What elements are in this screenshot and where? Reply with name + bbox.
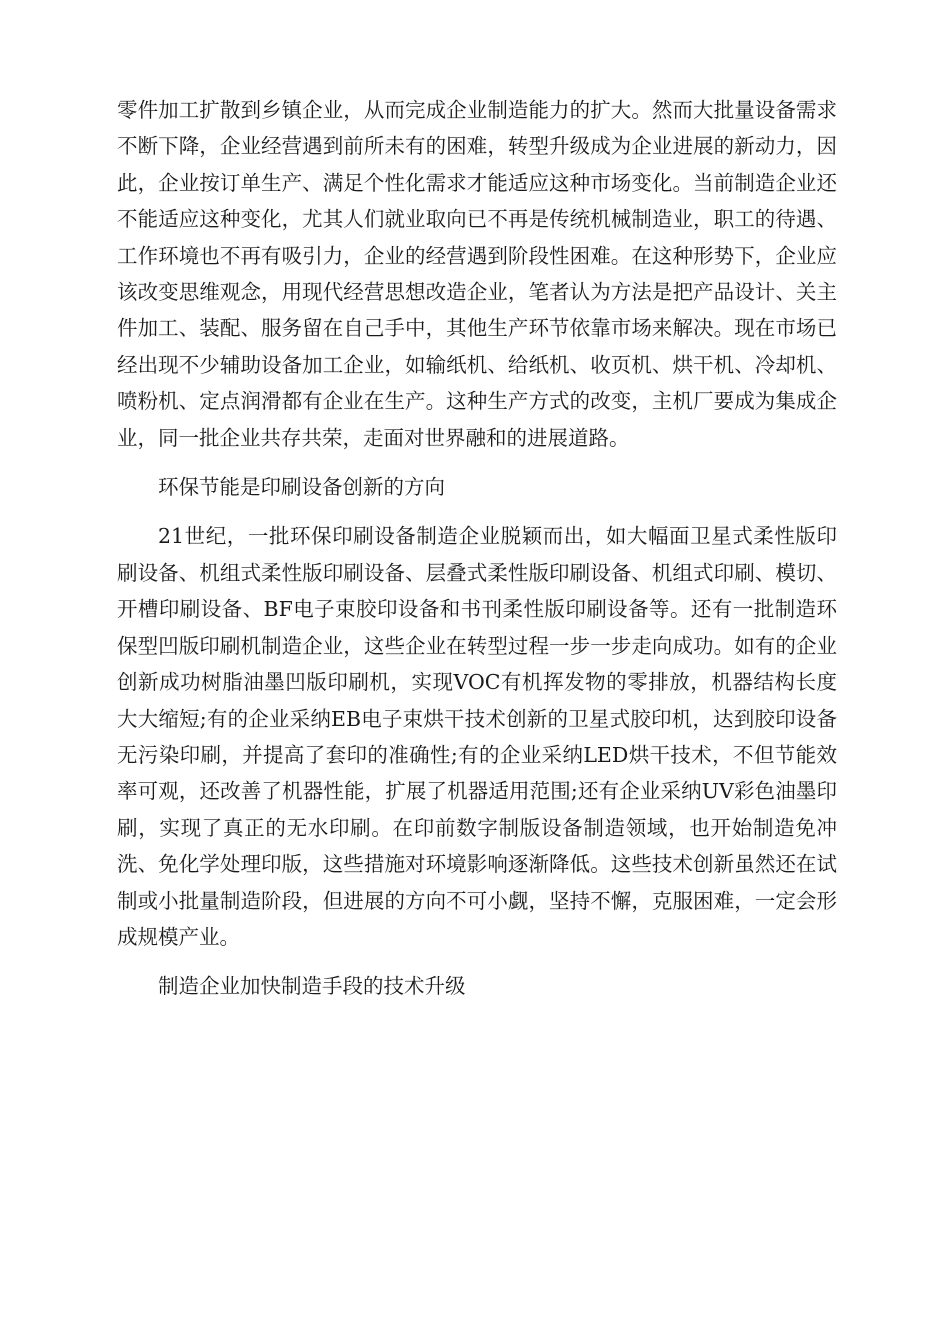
- section-heading-eco: 环保节能是印刷设备创新的方向: [158, 475, 445, 500]
- section-heading-upgrade: 制造企业加快制造手段的技术升级: [158, 974, 466, 999]
- paragraph-eco: 21世纪，一批环保印刷设备制造企业脱颖而出，如大幅面卫星式柔性版印刷设备、机组式柔性版印刷设备、层叠式柔性版印刷设备、机组式印刷、模切、开槽印刷设备、BF电子束胶印设备和书刊柔性版印刷设备等。还有一批制造环保型凹版印刷机制造企业，这些企业在转型过程一步一步走向成功。如有的企业创新成功树脂油墨凹版印刷机，实现VOC有机挥发物的零排放，机器结构长度大大缩短;有的企业采纳EB电子束烘干技术创新的卫星式胶印机，达到胶印设备无污染印刷，并提高了套印的准确性;有的企业采纳LED烘干技术，不但节能效率可观，还改善了机器性能，扩展了机器适用范围;还有企业采纳UV彩色油墨印刷，实现了真正的无水印刷。在印前数字制版设备制造领域，也开始制造免冲洗、免化学处理印版，这些措施对环境影响逐渐降低。这些技术创新虽然还在试制或小批量制造阶段，但进展的方向不可小觑，坚持不懈，克服困难，一定会形成规模产业。: [117, 524, 837, 949]
- document-page: [117, 92, 837, 1018]
- paragraph-continuation: 零件加工扩散到乡镇企业，从而完成企业制造能力的扩大。然而大批量设备需求不断下降，企业经营遇到前所未有的困难，转型升级成为企业进展的新动力，因此，企业按订单生产、满足个性化需求才能适应这种市场变化。当前制造企业还不能适应这种变化，尤其人们就业取向已不再是传统机械制造业，职工的待遇、工作环境也不再有吸引力，企业的经营遇到阶段性困难。在这种形势下，企业应该改变思维观念，用现代经营思想改造企业，笔者认为方法是把产品设计、关主件加工、装配、服务留在自己手中，其他生产环节依靠市场来解决。现在市场已经出现不少辅助设备加工企业，如输纸机、给纸机、收页机、烘干机、冷却机、喷粉机、定点润滑都有企业在生产。这种生产方式的改变，主机厂要成为集成企业，同一批企业共存共荣，走面对世界融和的进展道路。: [117, 98, 837, 450]
